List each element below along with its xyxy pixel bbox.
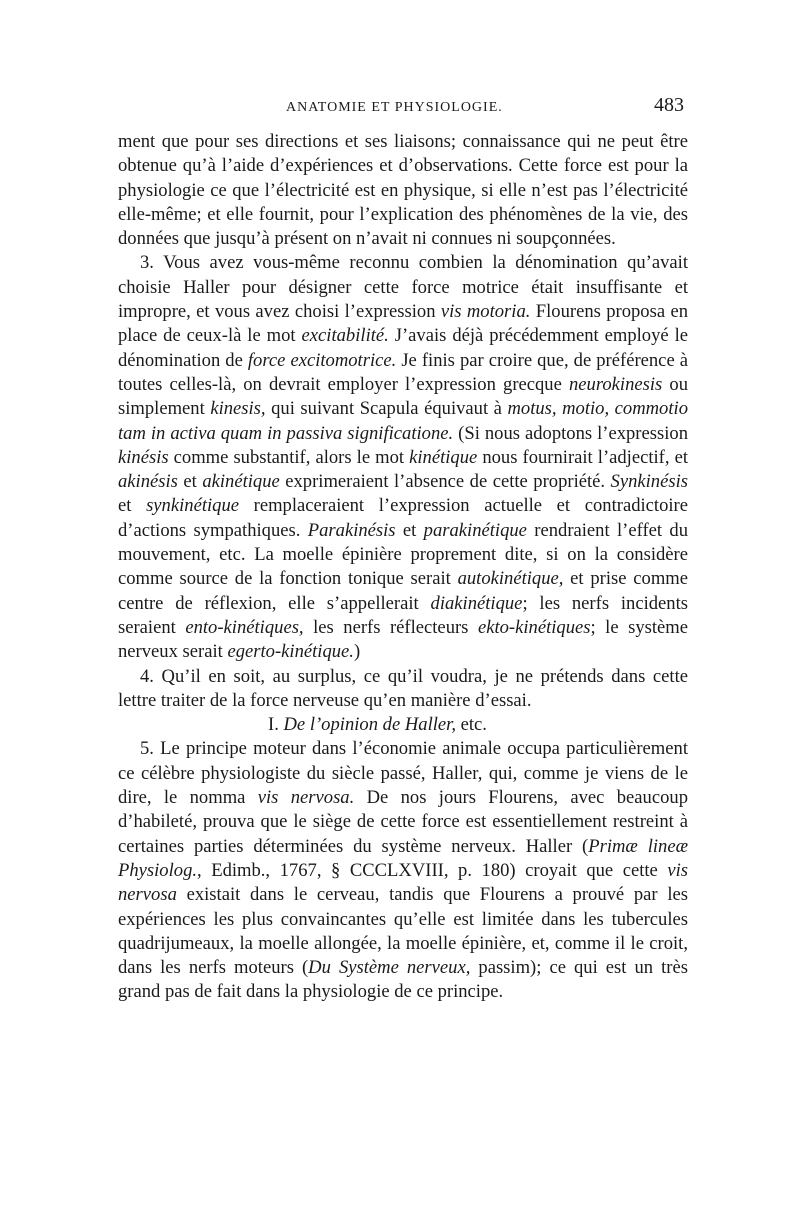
paragraph-continuation: [118, 130, 688, 251]
italic-run: vis nervosa: [118, 859, 688, 906]
paragraph-4: [118, 665, 688, 714]
italic-run: parakinétique: [423, 519, 527, 541]
italic-run: kinésis: [118, 446, 169, 468]
italic-run: excitabilité.: [301, 325, 389, 347]
running-title: ANATOMIE ET PHYSIOLOGIE.: [286, 100, 503, 115]
paragraph-5: [118, 737, 688, 1004]
italic-run: akinétique: [202, 471, 280, 493]
italic-run: Parakinésis: [307, 519, 396, 541]
text-run: exprimeraient l’absence de cette propriété.: [279, 471, 611, 493]
italic-run: ekto-kinétiques: [477, 616, 591, 638]
text-run: et: [118, 495, 147, 517]
text-run: et: [395, 519, 424, 541]
page-number: 483: [654, 94, 684, 116]
italic-run: ento-kinétiques,: [185, 616, 304, 638]
text-run: comme substantif, alors le mot: [168, 446, 410, 468]
text-run: Je finis par croire que, de préférence à toutes celles-là, on devrait employer l’expression grecque: [118, 349, 688, 395]
text-run: existait dans le cerveau, tandis que Flourens a prouvé par les expériences les plus convaincantes qu’elle est limitée dans les tubercules quadrijumeaux, la moelle allongée, la moelle épinière, et, comme il le croit, dans les nerfs moteurs (: [118, 884, 688, 979]
text-run: remplaceraient l’expression actuelle et contradictoire d’actions sympathiques.: [118, 495, 688, 541]
text-run: De nos jours Flourens, avec beaucoup d’habileté, prouva que le siège de cette force est essentiellement restreint à certaines parties déterminées du système nerveux. Haller (: [118, 787, 688, 857]
italic-run: egerto-kinétique.: [227, 641, 354, 663]
page-header: [118, 96, 688, 126]
text-run: les nerfs réflecteurs: [303, 616, 478, 638]
text-run: nous fournirait l’adjectif, et: [477, 446, 688, 468]
text-run: et prise comme centre de réflexion, elle s’appellerait: [118, 568, 688, 614]
italic-run: akinésis: [118, 471, 178, 493]
italic-run: diakinétique: [430, 592, 523, 614]
text-run: 5. Le principe moteur dans l’économie animale occupa particulièrement ce célèbre physiologiste du siècle passé, Haller, qui, comme je viens de le dire, le nomma: [118, 738, 688, 809]
paragraph-3: [118, 251, 688, 664]
text-run: ment que pour ses directions et ses liaisons; connaissance qui ne peut être obtenue qu’à l’aide d’expériences et d’observations. Cette force est pour la physiologie ce que l’électricité est en physique, si elle n’est pas l’électricité elle-même; et elle fournit, pour l’explication des phénomènes de la vie, des données que jusqu’à présent on n’avait ni connues ni soupçonnées.: [118, 131, 688, 250]
italic-run: neurokinesis: [568, 373, 663, 395]
text-run: Flourens proposa en place de ceux-là le mot: [118, 301, 688, 347]
italic-run: force excitomotrice.: [247, 349, 397, 371]
section-heading: [118, 713, 688, 737]
italic-run: Primæ lineæ Physiolog.: [118, 835, 688, 881]
italic-run: De l’opinion de Haller,: [283, 714, 456, 736]
text-run: 3. Vous avez vous-même reconnu combien la dénomination qu’avait choisie Haller pour désigner cette force motrice était insuffisante et impropre, et vous avez choisi l’expression: [118, 252, 688, 323]
italic-run: autokinétique,: [457, 568, 564, 590]
italic-run: vis nervosa.: [257, 787, 355, 809]
italic-run: synkinétique: [146, 495, 239, 517]
italic-run: vis motoria.: [440, 301, 531, 323]
text-run: passim); ce qui est un très grand pas de fait dans la physiologie de ce principe.: [118, 957, 688, 1003]
body-text: [118, 130, 688, 1005]
italic-run: kinétique: [409, 446, 478, 468]
text-run: etc.: [455, 714, 487, 736]
text-run: rendraient l’effet du mouvement, etc. La moelle épinière proprement dite, si on la considère comme source de la fonction tonique serait: [118, 519, 689, 590]
text-run: 4. Qu’il en soit, au surplus, ce qu’il voudra, je ne prétends dans cette lettre traiter de la force nerveuse qu’en manière d’essai.: [118, 665, 688, 711]
text-run: ; les nerfs incidents seraient: [118, 592, 688, 638]
text-run: ou simplement: [118, 373, 688, 420]
italic-run: motus, motio, commotio tam in activa quam in passiva significatione.: [118, 398, 688, 444]
text-run: J’avais déjà précédemment employé le dénomination de: [118, 325, 688, 371]
text-run: qui suivant Scapula équivaut à: [265, 398, 508, 420]
text-run: et: [177, 471, 203, 493]
text-run: ): [353, 641, 361, 663]
italic-run: kinesis,: [210, 398, 266, 420]
italic-run: Synkinésis: [610, 471, 688, 493]
text-run: , Edimb., 1767, § CCCLXVIII, p. 180) croyait que cette: [197, 859, 668, 881]
italic-run: Du Système nerveux,: [308, 957, 471, 979]
text-run: ; le système nerveux serait: [118, 616, 689, 663]
text-run: I.: [268, 714, 284, 736]
book-page: [118, 96, 688, 1005]
text-run: (Si nous adoptons l’expression: [453, 422, 688, 444]
